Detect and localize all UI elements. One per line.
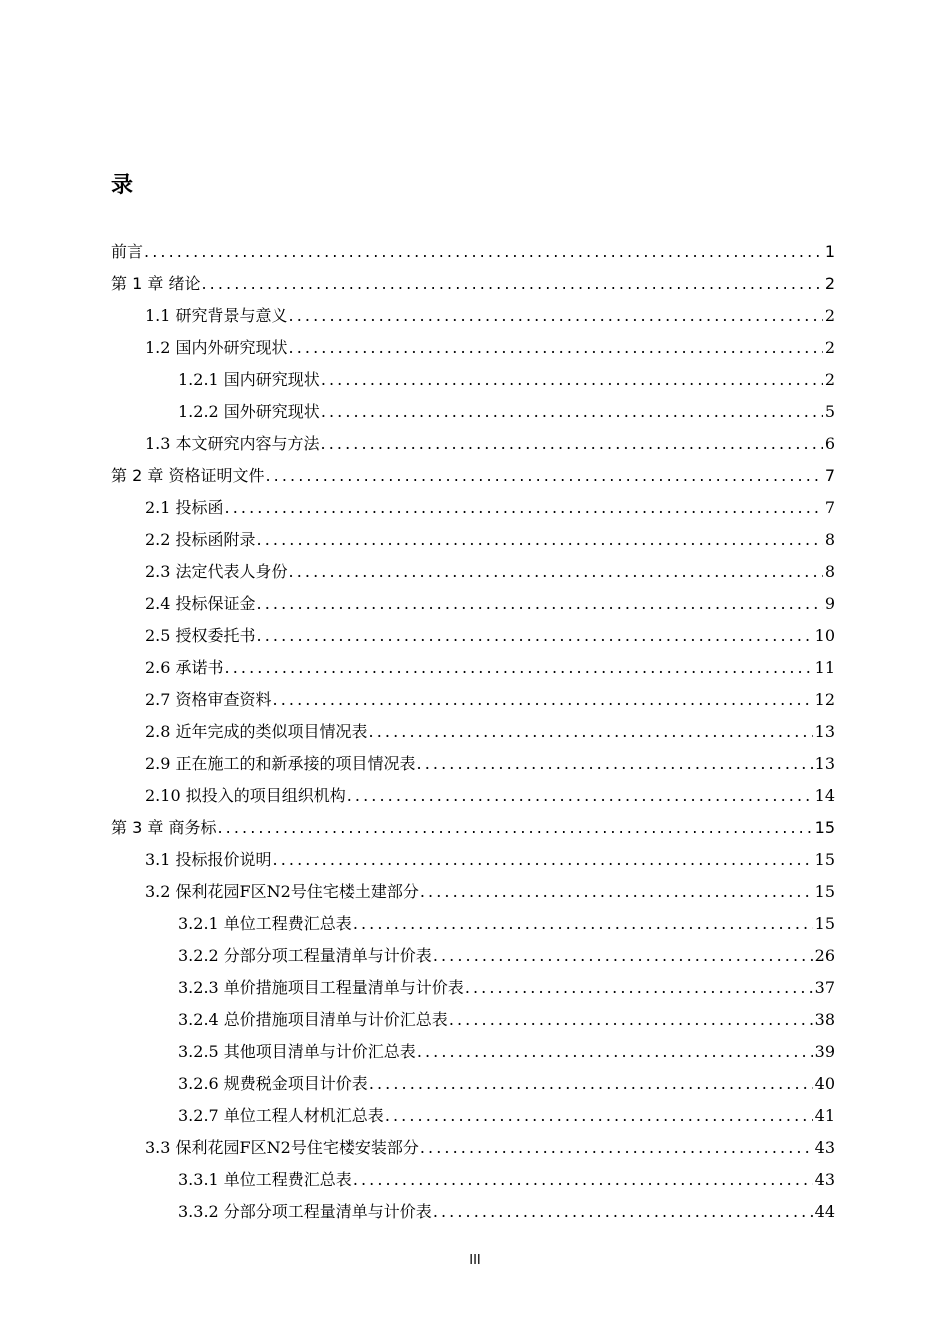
dot-leader <box>465 976 813 1000</box>
toc-entry-page: 15 <box>814 818 835 837</box>
toc-entry[interactable] <box>145 592 835 616</box>
toc-entry-title: 前言 <box>111 242 144 261</box>
dot-leader <box>385 1104 813 1128</box>
dot-leader <box>417 752 813 776</box>
toc-entry-page: 8 <box>824 562 835 581</box>
toc-entry-title: 3.2.1 单位工程费汇总表 <box>178 914 352 933</box>
toc-entry-title: 3.2.2 分部分项工程量清单与计价表 <box>178 946 432 965</box>
toc-entry-page: 2 <box>824 370 835 389</box>
dot-leader <box>321 432 823 456</box>
toc-entry-page: 13 <box>814 754 835 773</box>
toc-entry[interactable] <box>145 336 835 360</box>
toc-entry-page: 14 <box>814 786 835 805</box>
toc-entry[interactable] <box>178 1200 835 1224</box>
toc-entry-page: 43 <box>814 1170 835 1189</box>
toc-entry-title: 2.2 投标函附录 <box>145 530 256 549</box>
toc-entry-page: 38 <box>814 1010 835 1029</box>
page-number: III <box>469 1253 481 1268</box>
toc-entry-page: 44 <box>814 1202 835 1221</box>
toc-entry-title: 3.2 保利花园F区N2号住宅楼土建部分 <box>145 882 419 901</box>
toc-entry-page: 7 <box>824 498 835 517</box>
dot-leader <box>420 880 813 904</box>
toc-entry-title: 2.6 承诺书 <box>145 658 224 677</box>
toc-entry-title: 2.8 近年完成的类似项目情况表 <box>145 722 368 741</box>
toc-entry-page: 5 <box>824 402 835 421</box>
dot-leader <box>353 912 813 936</box>
toc-entry[interactable] <box>145 880 835 904</box>
toc-entry[interactable] <box>145 752 835 776</box>
dot-leader <box>289 336 823 360</box>
toc-entry-page: 15 <box>814 850 835 869</box>
toc-entry-title: 1.1 研究背景与意义 <box>145 306 288 325</box>
toc-entry[interactable] <box>145 656 835 680</box>
dot-leader <box>347 784 813 808</box>
toc-entry-page: 11 <box>814 658 835 677</box>
dot-leader <box>265 464 822 488</box>
toc-entry-page: 43 <box>814 1138 835 1157</box>
toc-entry-title: 第 1 章 绪论 <box>111 274 201 293</box>
toc-entry[interactable] <box>178 944 835 968</box>
toc-entry-page: 13 <box>814 722 835 741</box>
toc-entry-title: 1.2.2 国外研究现状 <box>178 402 320 421</box>
toc-entry-page: 41 <box>814 1106 835 1125</box>
toc-entry[interactable] <box>145 496 835 520</box>
dot-leader <box>257 592 823 616</box>
dot-leader <box>289 560 823 584</box>
toc-entry-title: 2.4 投标保证金 <box>145 594 256 613</box>
toc-entry[interactable] <box>145 688 835 712</box>
toc-entry[interactable] <box>145 528 835 552</box>
toc-entry-page: 12 <box>814 690 835 709</box>
toc-title: 录 <box>111 173 134 198</box>
toc-entry[interactable] <box>145 848 835 872</box>
dot-leader <box>433 1200 813 1224</box>
dot-leader <box>353 1168 813 1192</box>
toc-entry-page: 15 <box>814 914 835 933</box>
toc-entry-title: 3.2.5 其他项目清单与计价汇总表 <box>178 1042 416 1061</box>
toc-entry[interactable] <box>145 720 835 744</box>
toc-entry-title: 3.2.7 单位工程人材机汇总表 <box>178 1106 384 1125</box>
dot-leader <box>417 1040 813 1064</box>
toc-entry[interactable] <box>178 368 835 392</box>
toc-entry-title: 第 3 章 商务标 <box>111 818 217 837</box>
toc-entry[interactable] <box>178 1072 835 1096</box>
toc-entry-title: 2.7 资格审查资料 <box>145 690 272 709</box>
dot-leader <box>321 368 823 392</box>
toc-entry-title: 3.2.4 总价措施项目清单与计价汇总表 <box>178 1010 448 1029</box>
toc-entry[interactable] <box>145 304 835 328</box>
toc-entry-page: 2 <box>824 274 835 293</box>
toc-entry[interactable] <box>111 272 835 296</box>
dot-leader <box>273 688 813 712</box>
toc-entry-title: 2.10 拟投入的项目组织机构 <box>145 786 346 805</box>
dot-leader <box>369 1072 813 1096</box>
toc-entry[interactable] <box>178 912 835 936</box>
toc-entry-page: 15 <box>814 882 835 901</box>
toc-entry-page: 7 <box>824 466 835 485</box>
toc-entry[interactable] <box>145 784 835 808</box>
toc-entry-title: 3.1 投标报价说明 <box>145 850 272 869</box>
toc-entry[interactable] <box>178 400 835 424</box>
dot-leader <box>225 656 813 680</box>
toc-entry-title: 3.2.3 单价措施项目工程量清单与计价表 <box>178 978 464 997</box>
dot-leader <box>273 848 813 872</box>
dot-leader <box>369 720 813 744</box>
toc-entry-page: 2 <box>824 338 835 357</box>
dot-leader <box>257 624 813 648</box>
dot-leader <box>420 1136 813 1160</box>
toc-entry-page: 39 <box>814 1042 835 1061</box>
dot-leader <box>433 944 813 968</box>
toc-entry-title: 1.3 本文研究内容与方法 <box>145 434 320 453</box>
toc-entry[interactable] <box>145 432 835 456</box>
toc-entry-title: 第 2 章 资格证明文件 <box>111 466 265 485</box>
toc-entry-page: 37 <box>814 978 835 997</box>
toc-entry[interactable] <box>111 816 835 840</box>
toc-entry[interactable] <box>145 1136 835 1160</box>
toc-entry-title: 2.1 投标函 <box>145 498 224 517</box>
toc-entry[interactable] <box>145 560 835 584</box>
toc-entry-page: 26 <box>814 946 835 965</box>
toc-entry-title: 2.3 法定代表人身份 <box>145 562 288 581</box>
toc-entry-title: 3.3.2 分部分项工程量清单与计价表 <box>178 1202 432 1221</box>
toc-entry[interactable] <box>111 464 835 488</box>
toc-entry[interactable] <box>178 1040 835 1064</box>
dot-leader <box>225 496 823 520</box>
toc-entry-title: 3.2.6 规费税金项目计价表 <box>178 1074 368 1093</box>
toc-entry-page: 1 <box>824 242 835 261</box>
toc-entry-page: 2 <box>824 306 835 325</box>
toc-entry[interactable] <box>178 976 835 1000</box>
toc-entry[interactable] <box>178 1168 835 1192</box>
toc-entry-title: 1.2.1 国内研究现状 <box>178 370 320 389</box>
dot-leader <box>321 400 823 424</box>
toc-entry[interactable] <box>111 240 835 264</box>
dot-leader <box>144 240 823 264</box>
toc-entry-title: 3.3.1 单位工程费汇总表 <box>178 1170 352 1189</box>
toc-entry[interactable] <box>178 1008 835 1032</box>
toc-entry-page: 6 <box>824 434 835 453</box>
toc-entry[interactable] <box>178 1104 835 1128</box>
toc-entry-page: 9 <box>824 594 835 613</box>
dot-leader <box>449 1008 813 1032</box>
dot-leader <box>201 272 822 296</box>
dot-leader <box>257 528 823 552</box>
toc-entry-title: 3.3 保利花园F区N2号住宅楼安装部分 <box>145 1138 419 1157</box>
toc-entry[interactable] <box>145 624 835 648</box>
toc-entry-page: 40 <box>814 1074 835 1093</box>
dot-leader <box>217 816 812 840</box>
toc-entry-title: 1.2 国内外研究现状 <box>145 338 288 357</box>
toc-entry-page: 10 <box>814 626 835 645</box>
dot-leader <box>289 304 823 328</box>
toc-entry-title: 2.5 授权委托书 <box>145 626 256 645</box>
toc-entry-page: 8 <box>824 530 835 549</box>
toc-entry-title: 2.9 正在施工的和新承接的项目情况表 <box>145 754 416 773</box>
